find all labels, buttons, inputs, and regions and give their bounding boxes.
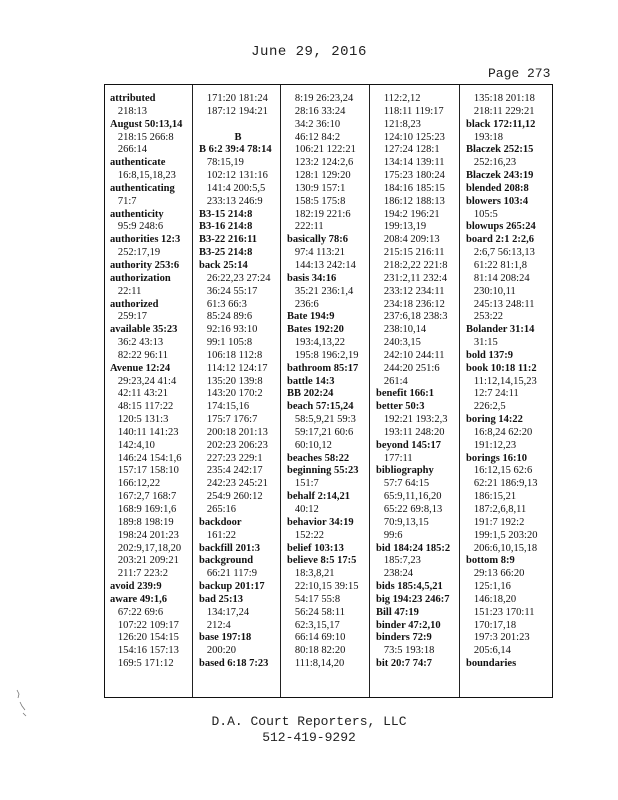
index-entry-cite: 185:7,23 (376, 555, 421, 567)
index-entry-cite: 265:16 (199, 504, 237, 515)
index-entry-term: Blaczek 252:15 (466, 144, 534, 156)
index-entry-cite: 125:1,16 (466, 581, 511, 593)
index-entry-cite: 211:7 223:2 (110, 568, 168, 580)
index-entry-term: aware 49:1,6 (110, 593, 167, 605)
index-entry-cite: 233:12 234:11 (376, 285, 445, 297)
index-entry-term: bathroom 85:17 (287, 362, 359, 374)
index-entry-cite: 57:7 64:15 (376, 478, 430, 490)
index-entry-cite: 151:7 (287, 478, 319, 490)
index-entry-cite: 123:2 124:2,6 (287, 157, 354, 169)
index-entry-term: Bates 192:20 (287, 324, 344, 336)
index-entry-cite: 65:9,11,16,20 (376, 491, 442, 503)
index-entry-cite: 245:13 248:11 (466, 298, 535, 310)
index-entry-term: bottom 8:9 (466, 555, 515, 567)
index-entry-term: backup 201:17 (199, 581, 265, 593)
index-entry-term: bit 20:7 74:7 (376, 658, 432, 670)
index-entry-cite: 18:3,8,21 (287, 568, 335, 580)
index-entry-term: backdoor (199, 516, 242, 528)
index-entry-cite: 206:6,10,15,18 (466, 542, 538, 554)
index-entry-cite: 120:5 131:3 (110, 414, 169, 426)
index-entry-cite: 191:7 192:2 (466, 516, 525, 528)
index-entry-cite: 22:10,15 39:15 (287, 581, 359, 593)
index-entry-cite: 253:22 (466, 311, 504, 323)
index-entry-cite: 40:12 (287, 504, 319, 515)
index-entry-cite: 61:3 66:3 (199, 298, 247, 310)
index-entry-term: B (234, 131, 242, 143)
index-entry-cite: 195:8 196:2,19 (287, 349, 359, 361)
index-entry-cite: 65:22 69:8,13 (376, 504, 443, 515)
index-entry-cite: 192:21 193:2,3 (376, 414, 448, 426)
index-entry-cite: 227:23 229:1 (199, 452, 263, 464)
index-entry-term: belief 103:13 (287, 542, 344, 554)
court-reporter-name: D.A. Court Reporters, LLC (211, 714, 407, 729)
index-entry-cite: 66:14 69:10 (287, 632, 346, 644)
index-entry-cite: 29:23,24 41:4 (110, 375, 177, 387)
index-entry-cite: 158:5 175:8 (287, 195, 346, 207)
index-entry-term: bad 25:13 (199, 593, 244, 605)
index-entry-cite: 238:24 (376, 568, 414, 580)
index-entry-cite: 141:4 200:5,5 (199, 182, 266, 194)
index-entry-cite: 151:23 170:11 (466, 606, 535, 618)
index-entry-term: book 10:18 11:2 (466, 362, 537, 374)
index-entry-cite: 62:21 186:9,13 (466, 478, 538, 490)
index-entry-cite: 11:12,14,15,23 (466, 375, 537, 387)
index-entry-cite: 234:18 236:12 (376, 298, 445, 310)
index-entry-term: bid 184:24 185:2 (376, 542, 451, 554)
index-entry-term: boundaries (466, 658, 517, 670)
index-entry-term: believe 8:5 17:5 (287, 555, 357, 567)
index-column-5 (466, 93, 550, 671)
index-entry-cite: 175:7 176:7 (199, 414, 258, 426)
index-entry-cite: 71:7 (110, 195, 137, 207)
index-entry-cite: 170:17,18 (466, 619, 517, 631)
index-entry-cite: 105:5 (466, 208, 498, 220)
index-entry-term: background (199, 555, 254, 567)
index-entry-cite: 121:8,23 (376, 118, 421, 130)
index-entry-cite: 12:7 24:11 (466, 388, 519, 400)
index-entry-cite: 266:14 (110, 144, 148, 156)
index-entry-cite: 235:4 242:17 (199, 465, 263, 477)
index-entry-term: available 35:23 (110, 324, 178, 336)
index-entry-term: borings 16:10 (466, 452, 527, 464)
index-entry-cite: 26:22,23 27:24 (199, 272, 271, 284)
index-entry-cite: 236:6 (287, 298, 319, 310)
column-divider (280, 85, 281, 697)
index-entry-term: authorization (110, 272, 171, 284)
index-entry-cite: 231:2,11 232:4 (376, 272, 448, 284)
index-entry-cite: 146:18,20 (466, 593, 517, 605)
index-entry-cite: 8:19 26:23,24 (287, 93, 354, 104)
index-entry-cite: 16:8,15,18,23 (110, 170, 176, 182)
index-entry-term: beginning 55:23 (287, 465, 359, 477)
index-entry-cite: 16:8,24 62:20 (466, 426, 533, 438)
index-entry-cite: 124:10 125:23 (376, 131, 445, 143)
index-entry-cite: 144:13 242:14 (287, 259, 356, 271)
index-entry-cite: 60:10,12 (287, 439, 332, 451)
index-entry-cite: 175:23 180:24 (376, 170, 445, 182)
index-entry-term: basis 34:16 (287, 272, 337, 284)
index-entry-term: based 6:18 7:23 (199, 658, 269, 670)
index-entry-cite: 193:4,13,22 (287, 337, 346, 349)
index-entry-term: Avenue 12:24 (110, 362, 171, 374)
index-entry-term: bibliography (376, 465, 434, 477)
index-entry-cite: 218:2,22 221:8 (376, 259, 448, 271)
index-entry-cite: 92:16 93:10 (199, 324, 258, 336)
index-entry-cite: 2:6,7 56:13,13 (466, 247, 535, 259)
index-entry-cite: 174:15,16 (199, 401, 250, 413)
index-entry-term: authorized (110, 298, 159, 310)
index-entry-cite: 182:19 221:6 (287, 208, 351, 220)
index-entry-term: backfill 201:3 (199, 542, 260, 554)
index-entry-cite: 127:24 128:1 (376, 144, 440, 156)
index-entry-cite: 95:9 248:6 (110, 221, 164, 233)
index-entry-term: big 194:23 246:7 (376, 593, 450, 605)
index-entry-cite: 85:24 89:6 (199, 311, 253, 323)
index-entry-cite: 36:24 55:17 (199, 285, 258, 297)
index-entry-term: base 197:18 (199, 632, 252, 644)
index-entry-cite: 97:4 113:21 (287, 247, 345, 259)
index-entry-term: Bill 47:19 (376, 606, 419, 618)
index-entry-cite: 218:15 266:8 (110, 131, 174, 143)
index-entry-cite: 128:1 129:20 (287, 170, 351, 182)
index-entry-term: behavior 34:19 (287, 516, 354, 528)
index-entry-cite: 114:12 124:17 (199, 362, 268, 374)
index-entry-term: board 2:1 2:2,6 (466, 234, 534, 246)
index-entry-cite: 254:9 260:12 (199, 491, 263, 503)
column-divider (192, 85, 193, 697)
index-entry-cite: 73:5 193:18 (376, 645, 435, 657)
index-entry-cite: 61:22 81:1,8 (466, 259, 527, 271)
index-entry-cite: 200:20 (199, 645, 237, 657)
index-entry-cite: 222:11 (287, 221, 324, 233)
index-entry-cite: 252:16,23 (466, 157, 517, 169)
index-entry-term: B3-22 216:11 (199, 234, 258, 246)
index-entry-cite: 118:11 119:17 (376, 105, 444, 117)
index-entry-term: battle 14:3 (287, 375, 335, 387)
index-entry-cite: 99:6 (376, 529, 403, 541)
index-entry-cite (199, 119, 277, 132)
index-entry-cite: 34:2 36:10 (287, 118, 341, 130)
index-entry-cite: 205:6,14 (466, 645, 511, 657)
index-entry-cite: 218:13 (110, 105, 148, 117)
court-reporter-phone: 512-419-9292 (262, 730, 356, 745)
index-entry-term: authenticating (110, 182, 175, 194)
index-entry-cite: 106:21 122:21 (287, 144, 356, 156)
index-entry-cite: 29:13 66:20 (466, 568, 525, 580)
page-number: Page 273 (488, 66, 551, 81)
index-entry-cite: 80:18 82:20 (287, 645, 346, 657)
index-entry-term: benefit 166:1 (376, 388, 435, 400)
index-entry-term: BB 202:24 (287, 388, 334, 400)
index-entry-cite: 62:3,15,17 (287, 619, 340, 631)
index-entry-cite: 167:2,7 168:7 (110, 491, 177, 503)
transcript-date: June 29, 2016 (251, 44, 367, 60)
index-column-1 (110, 93, 188, 671)
index-entry-cite: 54:17 55:8 (287, 593, 341, 605)
index-column-4 (376, 93, 454, 671)
index-entry-cite: 237:6,18 238:3 (376, 311, 448, 323)
index-entry-cite: 67:22 69:6 (110, 606, 164, 618)
index-entry-cite: 168:9 169:1,6 (110, 504, 177, 515)
index-entry-term: avoid 239:9 (110, 581, 162, 593)
index-entry-cite: 134:14 139:11 (376, 157, 445, 169)
index-entry-cite: 70:9,13,15 (376, 516, 429, 528)
index-entry-cite: 102:12 131:16 (199, 170, 268, 182)
index-entry-cite: 238:10,14 (376, 324, 427, 336)
index-entry-cite: 48:15 117:22 (110, 401, 174, 413)
index-entry-term: attributed (110, 93, 156, 104)
index-entry-cite: 208:4 209:13 (376, 234, 440, 246)
index-entry-cite: 146:24 154:1,6 (110, 452, 182, 464)
index-entry-cite: 126:20 154:15 (110, 632, 179, 644)
index-entry-cite: 46:12 84:2 (287, 131, 341, 143)
index-entry-cite: 187:2,6,8,11 (466, 504, 527, 515)
index-entry-cite: 177:11 (376, 452, 413, 464)
index-entry-cite: 191:12,23 (466, 439, 517, 451)
index-entry-cite: 193:18 (466, 131, 504, 143)
index-entry-cite: 240:3,15 (376, 337, 421, 349)
index-entry-cite: 16:12,15 62:6 (466, 465, 533, 477)
index-entry-cite: 135:18 201:18 (466, 93, 535, 104)
index-entry-cite: 142:4,10 (110, 439, 155, 451)
index-entry-cite: 22:11 (110, 285, 142, 297)
index-entry-cite: 218:11 229:21 (466, 105, 535, 117)
index-entry-cite: 169:5 171:12 (110, 658, 174, 670)
index-entry-cite: 135:20 139:8 (199, 375, 263, 387)
index-entry-cite: 212:4 (199, 619, 231, 631)
index-entry-cite: 58:5,9,21 59:3 (287, 414, 356, 426)
index-entry-term: basically 78:6 (287, 234, 348, 246)
index-entry-cite: 161:22 (199, 529, 237, 541)
index-entry-cite: 140:11 141:23 (110, 426, 179, 438)
index-entry-cite: 186:15,21 (466, 491, 517, 503)
index-entry-term: Blaczek 243:19 (466, 170, 534, 182)
index-entry-cite: 187:12 194:21 (199, 105, 268, 117)
index-entry-cite: 202:23 206:23 (199, 439, 268, 451)
index-entry-term: Bolander 31:14 (466, 324, 535, 336)
index-entry-cite: 259:17 (110, 311, 148, 323)
index-entry-cite: 202:9,17,18,20 (110, 542, 182, 554)
index-entry-term: beyond 145:17 (376, 439, 442, 451)
index-entry-term: authorities 12:3 (110, 234, 181, 246)
index-entry-cite: 154:16 157:13 (110, 645, 179, 657)
index-entry-cite: 59:17,21 60:6 (287, 426, 354, 438)
index-entry-cite: 143:20 170:2 (199, 388, 263, 400)
index-entry-cite: 99:1 105:8 (199, 337, 253, 349)
index-entry-term: blowups 265:24 (466, 221, 536, 233)
index-entry-term: authenticate (110, 157, 166, 169)
index-entry-cite: 166:12,22 (110, 478, 161, 490)
index-column-2 (199, 93, 277, 671)
index-entry-term: binder 47:2,10 (376, 619, 441, 631)
index-entry-cite: 242:10 244:11 (376, 349, 445, 361)
index-entry-term: B3-25 214:8 (199, 247, 253, 259)
index-entry-cite: 226:2,5 (466, 401, 506, 413)
index-entry-cite: 197:3 201:23 (466, 632, 530, 644)
index-entry-term: black 172:11,12 (466, 118, 536, 130)
index-entry-term: binders 72:9 (376, 632, 432, 644)
index-entry-cite: 189:8 198:19 (110, 516, 174, 528)
index-entry-term: beach 57:15,24 (287, 401, 354, 413)
index-entry-term: beaches 58:22 (287, 452, 350, 464)
index-entry-cite: 107:22 109:17 (110, 619, 179, 631)
index-entry-cite: 244:20 251:6 (376, 362, 440, 374)
index-entry-cite: 184:16 185:15 (376, 182, 445, 194)
index-entry-cite: 111:8,14,20 (287, 658, 345, 670)
index-entry-cite: 134:17,24 (199, 606, 250, 618)
index-entry-cite: 200:18 201:13 (199, 426, 268, 438)
index-entry-cite: 171:20 181:24 (199, 93, 268, 104)
index-entry-cite: 112:2,12 (376, 93, 421, 104)
index-entry-term: bids 185:4,5,21 (376, 581, 443, 593)
index-entry-cite: 199:1,5 203:20 (466, 529, 538, 541)
index-entry-cite: 215:15 216:11 (376, 247, 445, 259)
index-frame (104, 84, 553, 698)
index-entry-cite: 42:11 43:21 (110, 388, 168, 400)
index-entry-cite: 36:2 43:13 (110, 337, 164, 349)
index-entry-cite: 152:22 (287, 529, 325, 541)
index-entry-term: boring 14:22 (466, 414, 523, 426)
index-entry-cite: 194:2 196:21 (376, 208, 440, 220)
index-entry-term: August 50:13,14 (110, 118, 183, 130)
index-entry-cite: 242:23 245:21 (199, 478, 268, 490)
column-divider (369, 85, 370, 697)
index-entry-cite: 56:24 58:11 (287, 606, 345, 618)
index-entry-term: better 50:3 (376, 401, 425, 413)
index-entry-cite: 82:22 96:11 (110, 349, 168, 361)
index-entry-cite: 199:13,19 (376, 221, 427, 233)
index-entry-cite: 81:14 208:24 (466, 272, 530, 284)
index-entry-term: back 25:14 (199, 259, 248, 271)
index-entry-cite: 261:4 (376, 375, 408, 387)
index-entry-term: blended 208:8 (466, 182, 529, 194)
index-entry-term: B 6:2 39:4 78:14 (199, 144, 272, 156)
index-entry-cite: 186:12 188:13 (376, 195, 445, 207)
index-entry-cite: 230:10,11 (466, 285, 516, 297)
index-entry-term: authenticity (110, 208, 164, 220)
index-entry-cite: 157:17 158:10 (110, 465, 179, 477)
index-entry-cite: 198:24 201:23 (110, 529, 179, 541)
index-entry-term: authority 253:6 (110, 259, 180, 271)
index-entry-cite: 28:16 33:24 (287, 105, 346, 117)
index-column-3 (287, 93, 365, 671)
column-divider (459, 85, 460, 697)
index-entry-term: blowers 103:4 (466, 195, 529, 207)
index-entry-cite: 35:21 236:1,4 (287, 285, 354, 297)
index-entry-cite: 233:13 246:9 (199, 195, 263, 207)
index-entry-cite: 252:17,19 (110, 247, 161, 259)
index-entry-term: B3-16 214:8 (199, 221, 253, 233)
index-entry-cite: 193:11 248:20 (376, 426, 445, 438)
index-entry-cite: 106:18 112:8 (199, 349, 263, 361)
index-entry-cite: 66:21 117:9 (199, 568, 257, 580)
index-entry-term: B3-15 214:8 (199, 208, 253, 220)
index-entry-cite: 78:15,19 (199, 157, 244, 169)
index-entry-term: Bate 194:9 (287, 311, 335, 323)
index-entry-term: bold 137:9 (466, 349, 513, 361)
index-entry-cite: 31:15 (466, 337, 498, 349)
index-entry-cite: 130:9 157:1 (287, 182, 346, 194)
index-entry-cite: 203:21 209:21 (110, 555, 179, 567)
index-entry-term: behalf 2:14,21 (287, 491, 350, 503)
